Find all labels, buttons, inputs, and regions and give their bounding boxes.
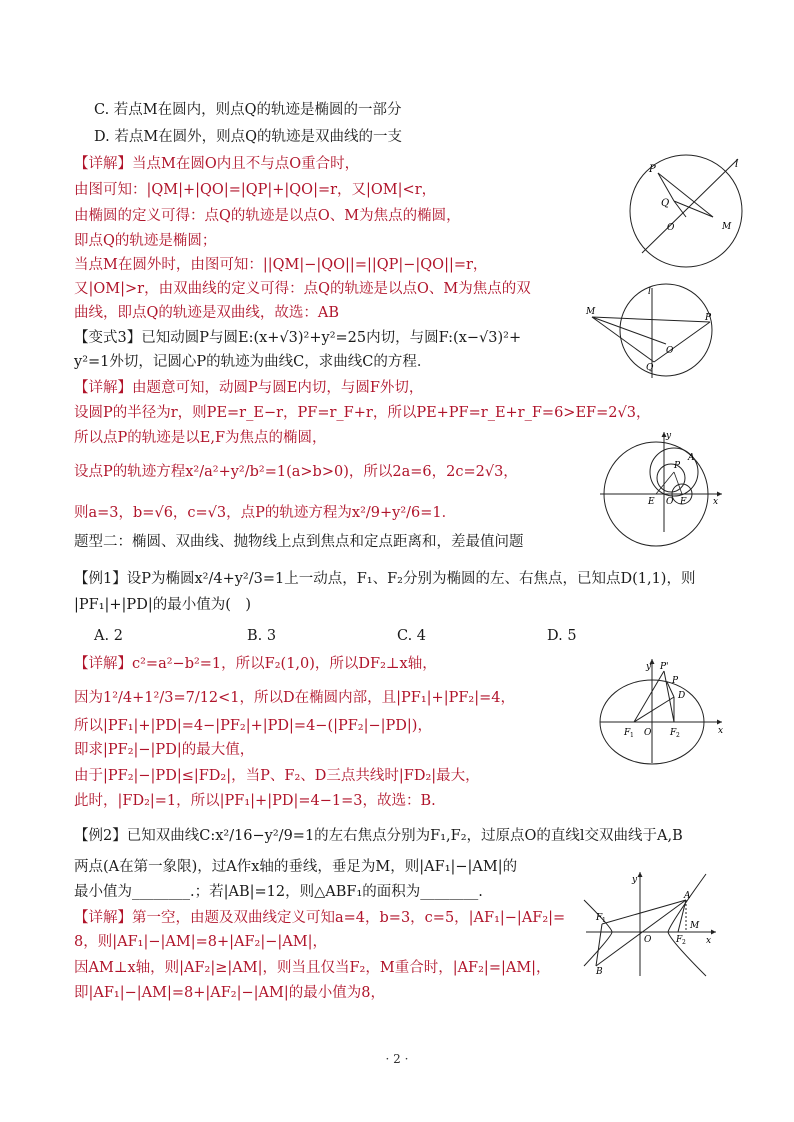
label-q: Q — [646, 363, 654, 373]
section-heading: 题型二：椭圆、双曲线、抛物线上点到焦点和定点距离和，差最值问题 — [74, 534, 524, 550]
solution-line: 曲线，即点Q的轨迹是双曲线，故选：AB — [74, 305, 340, 321]
label-y: y — [646, 662, 652, 672]
label-o: O — [666, 497, 674, 507]
label-x: x — [718, 726, 724, 736]
label-f2: F — [676, 935, 683, 945]
label-a: A — [688, 453, 695, 463]
solution-line: 即求|PF₂|−|PD|的最大值， — [74, 742, 255, 758]
solution-line: 当点M在圆外时，由图可知：||QM|−|QO||=||QP|−|QO||=r， — [74, 257, 488, 273]
option-a: A. 2 — [94, 628, 123, 644]
solution-line: 设圆P的半径为r，则PE=r_E−r，PF=r_F+r，所以PE+PF=r_E+r_F=6>EF=2√3， — [74, 405, 651, 421]
solution-line: 即|AF₁|−|AM|=8+|AF₂|−|AM|的最小值为8， — [74, 985, 385, 1001]
label-f1-sub: 1 — [602, 917, 606, 924]
option-c-text: C. 若点M在圆内，则点Q的轨迹是椭圆的一部分 — [94, 102, 402, 118]
label-o: O — [644, 728, 652, 738]
label-o: O — [667, 223, 675, 233]
option-d: D. 5 — [547, 628, 577, 644]
example2-question: 最小值为________.；若|AB|=12，则△ABF₁的面积为________. — [74, 884, 483, 900]
label-o: O — [644, 935, 652, 945]
solution-line: 设点P的轨迹方程x²/a²+y²/b²=1(a>b>0)，所以2a=6，2c=2√3， — [74, 464, 518, 480]
figure-hyperbola — [582, 868, 722, 978]
label-p: P — [705, 313, 712, 323]
label-e: E — [648, 497, 655, 507]
example1-question: |PF₁|+|PD|的最小值为( ) — [74, 597, 252, 613]
label-x: x — [713, 497, 719, 507]
label-l: l — [735, 159, 739, 170]
label-p: P — [674, 461, 681, 471]
solution-line: 则a=3，b=√6，c=√3，点P的轨迹方程为x²/9+y²/6=1． — [74, 505, 457, 521]
label-p-prime: P' — [660, 662, 669, 672]
figure-ellipse-locus — [618, 155, 766, 267]
option-b: B. 3 — [247, 628, 277, 644]
solution-line: 此时，|FD₂|=1，所以|PF₁|+|PD|=4−1=3，故选：B. — [74, 793, 436, 809]
solution-line: 因AM⊥x轴，则|AF₂|≥|AM|，则当且仅当F₂，M重合时，|AF₂|=|AM|， — [74, 960, 551, 976]
example2-question: 【例2】已知双曲线C:x²/16−y²/9=1的左右焦点分别为F₁,F₂，过原点O的直线l交双曲线于A,B — [74, 828, 683, 844]
label-f1: F — [596, 913, 603, 923]
solution-line: 由于|PF₂|−|PD|≤|FD₂|，当P、F₂、D三点共线时|FD₂|最大， — [74, 768, 480, 784]
option-d-text: D. 若点M在圆外，则点Q的轨迹是双曲线的一支 — [94, 129, 403, 145]
label-m: M — [586, 307, 596, 317]
figure-ellipse-foci — [594, 655, 728, 765]
solution-line: 【详解】由题意可知，动圆P与圆E内切，与圆F外切， — [74, 380, 424, 396]
label-o: O — [666, 346, 674, 356]
figure-hyperbola-locus — [586, 282, 726, 378]
solution-line: 【详解】当点M在圆O内且不与点O重合时， — [74, 156, 360, 172]
example1-question: 【例1】设P为椭圆x²/4+y²/3=1上一动点，F₁、F₂分别为椭圆的左、右焦点，已知点D(1,1)，则 — [74, 571, 696, 587]
page-number: · 2 · — [385, 1052, 409, 1066]
label-f2: F — [670, 728, 677, 738]
variant3-question: 【变式3】已知动圆P与圆E:(x+√3)²+y²=25内切，与圆F:(x−√3)²+ — [74, 330, 522, 346]
label-b: B — [596, 967, 603, 977]
option-c: C. 4 — [397, 628, 427, 644]
label-f: F — [680, 497, 687, 507]
solution-line: 又|OM|>r，由双曲线的定义可得：点Q的轨迹是以点O、M为焦点的双 — [74, 281, 531, 297]
label-q: Q — [661, 198, 670, 209]
solution-line: 因为1²/4+1²/3=7/12<1，所以D在椭圆内部，且|PF₁|+|PF₂|=4， — [74, 690, 515, 706]
example2-question: 两点(A在第一象限)，过A作x轴的垂线，垂足为M，则|AF₁|−|AM|的 — [74, 859, 518, 875]
variant3-question: y²=1外切，记圆心P的轨迹为曲线C，求曲线C的方程． — [74, 354, 432, 370]
solution-line: 即点Q的轨迹是椭圆； — [74, 233, 217, 249]
label-d: D — [678, 691, 686, 701]
label-p: P — [649, 164, 656, 175]
label-p: P — [672, 676, 679, 686]
figure-circles-ef — [600, 428, 726, 532]
label-y: y — [666, 431, 672, 441]
solution-line: 由图可知：|QM|+|QO|=|QP|+|QO|=r，又|OM|<r， — [74, 182, 437, 198]
solution-line: 所以点P的轨迹是以E,F为焦点的椭圆， — [74, 430, 327, 446]
solution-line: 【详解】第一空，由题及双曲线定义可知a=4，b=3，c=5，|AF₁|−|AF₂|= — [74, 910, 566, 926]
label-y: y — [632, 875, 638, 885]
label-l: l — [648, 287, 651, 297]
label-x: x — [706, 936, 712, 946]
solution-line: 8，则|AF₁|−|AM|=8+|AF₂|−|AM|， — [74, 934, 327, 950]
label-f2-sub: 2 — [682, 939, 686, 946]
label-f2-sub: 2 — [676, 732, 680, 739]
label-m: M — [722, 222, 732, 232]
label-m: M — [690, 921, 700, 931]
label-f1-sub: 1 — [630, 732, 634, 739]
solution-line: 【详解】c²=a²−b²=1，所以F₂(1,0)，所以DF₂⊥x轴， — [74, 656, 437, 672]
label-f1: F — [624, 728, 631, 738]
label-a: A — [684, 891, 691, 901]
solution-line: 所以|PF₁|+|PD|=4−|PF₂|+|PD|=4−(|PF₂|−|PD|)， — [74, 718, 432, 734]
solution-line: 由椭圆的定义可得：点Q的轨迹是以点O、M为焦点的椭圆， — [74, 208, 461, 224]
